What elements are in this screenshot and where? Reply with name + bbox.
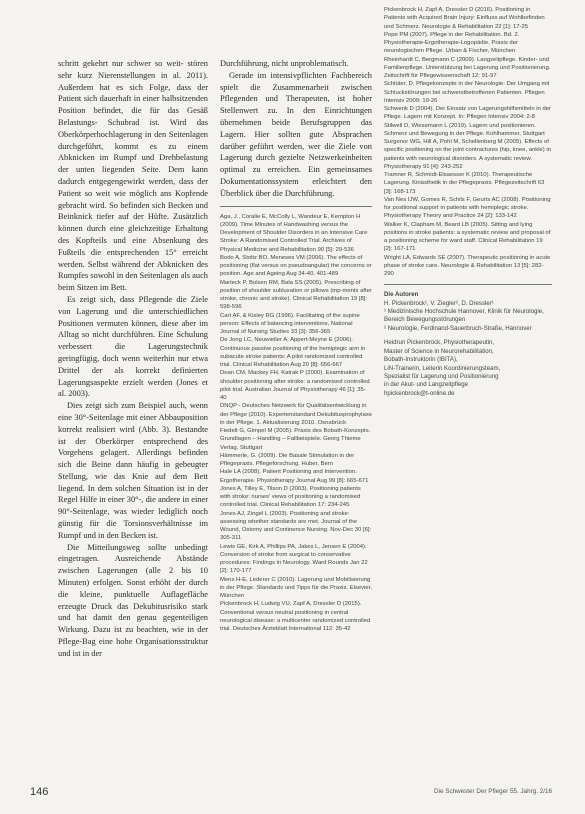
column-left-body [58, 58, 208, 660]
contact-email: hpickenbrock@t-online.de [384, 389, 455, 397]
reference-entry: Lewis GE, Kirk A, Phillips PA, Jakes L, Jensen E (2004). Conversion of stroke from surgical to conservative procedures: Findings in Neurology. Ward Rounds Jan 22 [2]: 170-177 [220, 543, 368, 575]
column-middle-body [220, 58, 372, 200]
reference-entry: Stilwell D, Wiesemann L (2010). Lagern und positionieren. Schmerz und Bewegung in der Pflege. Kohlhammer, Stuttgart [384, 122, 545, 137]
reference-entry: Surgenor WG, Hill A, Pohl M, Schellenberg M (2005). Effects of specific positioning on the joint contractures (hip, knee, ankle) in patients with neurological disorders. A systematic review. Physiotherapy 91 [4]: 243-252 [384, 139, 551, 170]
reference-entry: Bodo A, Stoltz BO, Meneses VM (2006). The effects of positioning (flat versus on pseudoangular) the concerns or position. Age and Ageing Aug 34-40. 401-489 [220, 254, 372, 278]
journal-footer: Die Schwester Der Pfleger 55. Jahrg. 2/16 [434, 788, 552, 795]
reference-entry: Pope PM (2007). Pflege in der Rehabilitation. Bd. 2. Physiotherapie-Ergotherapie-Logopädie. Praxis der neurologischen Pflege. Urban & Fischer, München [384, 31, 520, 55]
reference-entry: Schlüter, D. Pflegekonzepte in der Neurologie: Der Umgang mit Schluckstörungen bei schwerstbetroffenen Patienten. Pflegen Intensiv 2009: 19-26 [384, 81, 550, 104]
authors-heading: Die Autoren [384, 291, 419, 299]
reference-entry: Van Nes IJW, Gomes R, Schils F, Geurts AC (2008). Positioning for positional support in patients with hemiplegic stroke. Physiotherapy Theory and Practice 24 [2]: 133-142 [384, 196, 551, 220]
reference-entry: Mens H-E, Lederer C (2010). Lagerung und Mobilisierung in der Pflege. Standards und Tipps für die Praxis. Elsevier, München [220, 576, 372, 600]
contact-line: Spezialist für Lagerung und Positionierung [384, 372, 499, 380]
column-right [384, 6, 552, 398]
body-paragraph: Die Mitteilungsweg sollte unbedingt eingetragen. Ausreichende Abstände zwischen Lagerungen (alle 2 bis 10 Minuten) erfolgen. Sonst erhöht der durch die kleine, punktuelle Auflagefläche erzeugte Druck das Dekubitusrisiko stark und hat damit den genau gegenteiligen Wirkung. Dazu ist zu beachten, wie in der Pflege-Bag eine hohe Organisationsstruktur und ist in der [58, 542, 208, 658]
author-line: H. Pickenbrock¹, V. Ziegler², D. Dressler¹ [384, 299, 494, 307]
reference-entry: DNQP - Deutsches Netzwerk für Qualitätsentwicklung in der Pflege (2010). Expertenstandard Dekubitusprophylaxe in der Pflege. 1. Aktualisierung 2010. Osnabrück [220, 403, 372, 426]
reference-entry: Schwenk D (2004). Der Einsatz von Lagerungshilfsmitteln in der Pflege. Lagern mit Konzept. In: Pflegen Intensiv 2004: 2-8 [384, 106, 551, 121]
reference-entry: Jones A, Tilley E, Tilson D (2003). Positioning patients with stroke: nurses' views of positioning a randomised controlled trial. Clinical Rehabilitation 17: 234-245 [220, 485, 361, 509]
contact-line: in der Akut- und Langzeitpflege [384, 381, 469, 389]
reference-entry: De Jong LC, Neuwieller A, Appert-Meyne E (2006). Continuous passive positioning of the hemiplegic arm in subacute stroke patients: A pilot randomized controlled trial. Clinical Rehabilitation Aug 20 [8]: 656-667 [220, 337, 366, 369]
contact-line: LiN-Trainerin, Leiterin Koordinierungsteam, [384, 364, 501, 372]
reference-entry: Pickenbrock H, Ludwig VU, Zapf A, Dressler D (2015). Conventional versus neutral positioning in central neurological disease: a multicenter randomized controlled trial. Deutsches Ärzteblatt International 112: 35-42 [220, 601, 371, 633]
author-line: ¹ Medizinische Hochschule Hannover, Klinik für Neurologie, Bereich Bewegungsstörungen [384, 308, 544, 324]
reference-entry: Rheinhardt C, Bergmann C (2009). Langzeitpflege. Kinder- und Familienpflege. Unterstützung bei Lagerung und Positionierung. Zeitschrift für Pflegewissenschaft 12: 91-97 [384, 56, 551, 79]
reference-entry: Pickenbrock H, Zapf A, Dressler D (2016). Positioning in Patients with Acquired Brain Injury: Einfluss auf Wohlbefinden und Schmerz. Neurologie & Rehabilitation 22 [1]: 17-25 [384, 7, 545, 30]
divider [384, 284, 552, 285]
body-paragraph: Gerade im intensivpflichten Fachbereich spielt die Zusammenarbeit zwischen Pflegenden und Therapeuten, ist hoher Stellenwert zu. In den Einrichtungen übernehmen beide Berufsgruppen das Lagern. Hier sollten gute Absprachen darüber geführt werden, wer die Ziele von Lagerung durch gezielte Netzwerkeinheiten optimal zu erreichen. Ein gemeinsames Dokumentationssystem erleichtert den Überblick über die Durchführung. [220, 70, 372, 198]
reference-entry: Walker K, Clapham M, Beard LB (2005). Sitting and lying positions in stroke patients: a systematic review and proposal of a positioning scheme for ward staff. Clinical Rehabilitation 19 [2]: 167-171 [384, 221, 551, 253]
body-paragraph: Es zeigt sich, dass Pflegende die Ziele von Lagerung und die unterschiedlichen Positionen vermuten können, diese aber im Alltag so nicht durchführen. Eine Schulung verbessert die Lagerungstechnik geringfügig, doch wenn weiterhin nur etwa Drittel der als korrekt definierten Lagerungsaspekte erzielt werden (Jones et al. 2003). [58, 294, 208, 399]
contact-line: Bobath-Instruktorin (IBITA), [384, 356, 458, 364]
reference-entry: Hale LA (2008). Patient Positioning and Intervention. Ergotherapie. Physiotherapy Journal Aug 99 [8]: 665-671 [220, 469, 369, 484]
reference-list [220, 213, 372, 634]
page-number: 146 [30, 786, 49, 798]
author-line: ² Neurologie, Ferdinand-Sauerbruch-Straße, Hannover [384, 324, 532, 332]
author-info [384, 291, 552, 398]
reference-entry: Jones AJ, Zingel L (2003). Positioning and stroke: assessing whether standards are met. Journal of the Wound, Ostomy and Continence Nursing. Nov-Dec 30 [6]: 305-311 [220, 510, 372, 542]
reference-entry: Cart AF, & Kisley RG (1996). Facilitating of the supine person: Effects of balancing interventions, National Journal of Nursing Studies 33 [3]: 356-365 [220, 312, 360, 336]
reference-entry: Marteck P, Bolsen RM, Bala SS (2005). Prescribing of position of shoulder subluxation or pillows (mp-ments after stroke, chronic and stroke). Clinical Rehabilitation 19 [8]: 598-596 [220, 279, 372, 311]
contact-line: Heidrun Pickenbrock, Physiotherapeutin, [384, 339, 495, 347]
body-paragraph: schritt gekehrt nur schwer so weit- stören sehr kurz Nierenstellungen in al. 2011). Außerdem hat es sich Folge, dass der Patient sich dauerhaft in einer halbsitzenden Position befindet, die für das Gesäß Belastungs- Schubrad ist. Wird das Oberkörperhochlagerung in den Seitenlagen durchgeführt, kommt es zu einem Abknicken im Rumpf und Drehbelastung der unten liegenden Seite. Dem kann dadurch entgegengewirkt werden, dass der Patient so weit wie möglich ans Kopfende gebracht wird. So befinden sich Becken und Beinknick tiefer auf der Hüfte. Zusätzlich können durch eine gleichzeitige Erhaltung des Kopfteils und eine Absenkung des Fußteils die entsprechenden 15° erreicht werden. Selbst während der Abknicken des Rumpfes sowohl in den Seitenlagen als auch beim Sitzen im Bett. [58, 59, 208, 293]
reference-list [384, 6, 552, 278]
contact-line: Master of Science in Neurorehabilitation, [384, 347, 494, 355]
reference-entry: Wright LA, Edwards SE (2007). Therapeutic positioning in acute phase of stroke care. Neurologie & Rehabilitation 13 [5]: 282-290 [384, 254, 551, 277]
reference-entry: Aga, J., Coralie E, McColly L, Wandeur E, Kempton H (2009). Time Minutes of Handwashing versus the Development of Shoulder Disorders in an Intensive Care Stroke: A Randomised Controlled Trial. Archives of Physical Medicine and Rehabilitation 90 [5]: 29-536 [220, 213, 368, 253]
reference-entry: Hämmerle, G. (2009). Die Basale Stimulation in der Pflegepraxis. Pflegeforschung. Huber, Bern [220, 452, 355, 468]
column-middle [220, 58, 372, 633]
reference-entry: Tramner R, Schmidt-Elsaesser K (2010). Therapeutische Lagerung. Kinästhetik in der Pflegepraxis. Pflegezeitschrift 63 [3]: 168-173 [384, 172, 545, 195]
reference-entry: Dean CM, Mackey FH, Katrak P (2000). Examination of shoulder positioning after stroke: a randomised controlled pilot trial. Australian Journal of Physiotherapy 46 [1]: 35-40 [220, 370, 370, 402]
body-paragraph: Durchführung, nicht unproblematisch. [220, 59, 349, 68]
reference-entry: Fiedelt G, Gimpel M (2005). Praxis des Bobath-Konzepts. Grundlagen – Handling – Fallbeispiele. Georg Thieme Verlag, Stuttgart [220, 428, 371, 451]
divider [220, 206, 372, 207]
body-paragraph: Dies zeigt sich zum Beispiel auch, wenn eine 30°-Seitenlage mit einer Abbauposition korrekt realisiert wird (Abb. 3). Bestandte ist der Oberkörper entsprechend des Vorgehens gelagert. Allerdings befinden sich die Beine dann häufig in gebeugter Stellung, wie das Knie auf dem Bett liegend. In dem solchen Situation ist in der Regel Hilfe in einer 30°-, die andere in einer 90°-Seitenlage, was wieder lediglich noch günstig für die Torsionsverhältnisse im Rumpf und in den Becken ist. [58, 401, 208, 540]
